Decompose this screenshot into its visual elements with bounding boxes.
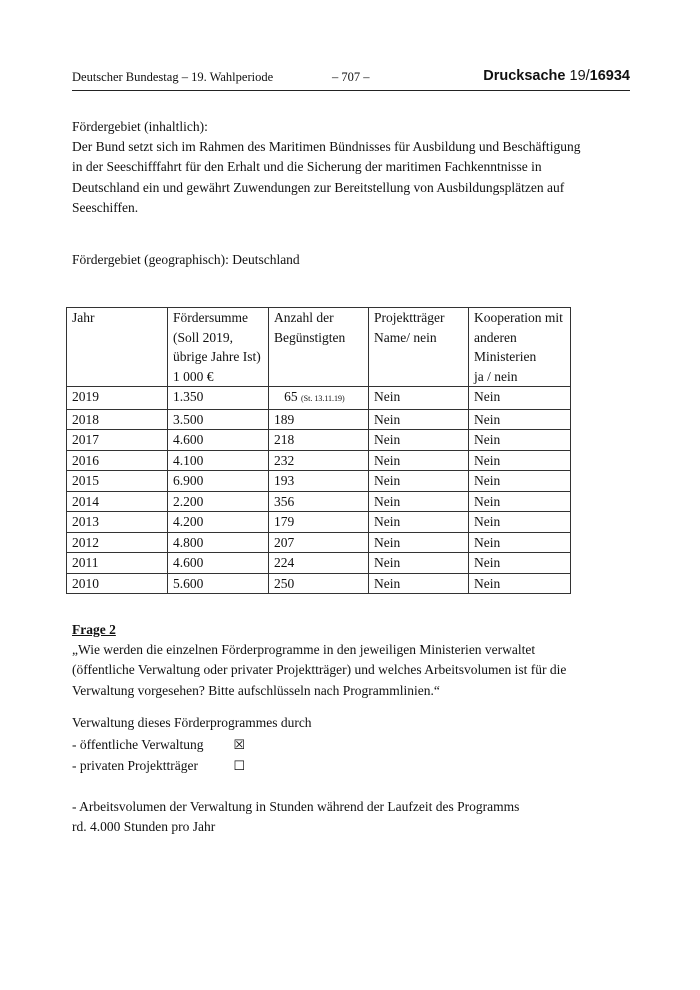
header-line: Projektträger xyxy=(374,310,445,325)
header-line: anderen xyxy=(474,329,517,345)
cell-traeger: Nein xyxy=(369,532,469,553)
cell-koop: Nein xyxy=(469,573,571,594)
table-row xyxy=(67,430,571,451)
paragraph-line: in der Seeschifffahrt für den Erhalt und die Sicherung der maritimen Fachkenntnisse in xyxy=(72,159,542,175)
verwaltung-section xyxy=(72,713,312,778)
cell-summe: 4.600 xyxy=(168,553,269,574)
paragraph-line: Seeschiffen. xyxy=(72,199,139,215)
cell-koop: Nein xyxy=(469,387,571,410)
header-drucksache-label: Drucksache xyxy=(483,68,566,84)
header-drucksache-period: 19/ xyxy=(565,68,590,84)
option-label: - privaten Projektträger xyxy=(72,758,198,774)
cell-traeger: Nein xyxy=(369,471,469,492)
cell-anzahl: 218 xyxy=(269,430,369,451)
cell-summe: 4.200 xyxy=(168,512,269,533)
cell-summe: 4.800 xyxy=(168,532,269,553)
table-row xyxy=(67,471,571,492)
table-row xyxy=(67,450,571,471)
cell-summe: 2.200 xyxy=(168,491,269,512)
cell-jahr: 2014 xyxy=(67,491,168,512)
header-line: ja / nein xyxy=(474,368,518,384)
cell-koop: Nein xyxy=(469,430,571,451)
cell-jahr: 2016 xyxy=(67,450,168,471)
header-line: Begünstigten xyxy=(274,329,346,345)
header-line: Ministerien xyxy=(474,349,537,364)
cell-koop: Nein xyxy=(469,409,571,430)
unchecked-checkbox-icon: ☐ xyxy=(233,759,246,775)
cell-anzahl: 193 xyxy=(269,471,369,492)
arbeitsvolumen-value: rd. 4.000 Stunden pro Jahr xyxy=(72,819,216,835)
arbeitsvolumen-section xyxy=(72,797,519,837)
table-row xyxy=(67,387,571,410)
cell-summe: 1.350 xyxy=(168,387,269,410)
table-header-row xyxy=(67,308,571,387)
question-line: „Wie werden die einzelnen Förderprogramme in den jeweiligen Ministerien verwaltet xyxy=(72,642,536,658)
header-line: 1 000 € xyxy=(173,368,214,384)
cell-anzahl: 232 xyxy=(269,450,369,471)
header-page-number: – 707 – xyxy=(332,70,370,84)
cell-summe: 4.600 xyxy=(168,430,269,451)
cell-traeger: Nein xyxy=(369,430,469,451)
cell-jahr: 2017 xyxy=(67,430,168,451)
cell-traeger: Nein xyxy=(369,512,469,533)
question-line: (öffentliche Verwaltung oder privater Projektträger) und welches Arbeitsvolumen ist für die xyxy=(72,662,567,678)
cell-traeger: Nein xyxy=(369,553,469,574)
cell-anzahl-note: (St. 13.11.19) xyxy=(301,394,345,403)
table-row xyxy=(67,409,571,430)
cell-koop: Nein xyxy=(469,532,571,553)
table-row xyxy=(67,532,571,553)
option-privater-projekttraeger xyxy=(72,756,312,777)
cell-jahr: 2010 xyxy=(67,573,168,594)
cell-anzahl: 189 xyxy=(269,409,369,430)
paragraph-line: Deutschland ein und gewährt Zuwendungen zur Bereitstellung von Ausbildungsplätzen auf xyxy=(72,179,565,195)
cell-anzahl xyxy=(269,387,369,410)
header-kooperation xyxy=(469,308,571,387)
cell-anzahl: 207 xyxy=(269,532,369,553)
cell-jahr: 2012 xyxy=(67,532,168,553)
table-row xyxy=(67,553,571,574)
header-anzahl xyxy=(269,308,369,387)
cell-jahr: 2019 xyxy=(67,387,168,410)
table-row xyxy=(67,491,571,512)
header-line: Jahr xyxy=(72,310,95,325)
header-drucksache-number: 16934 xyxy=(589,68,630,84)
cell-traeger: Nein xyxy=(369,409,469,430)
cell-koop: Nein xyxy=(469,553,571,574)
cell-jahr: 2011 xyxy=(67,553,168,574)
cell-summe: 5.600 xyxy=(168,573,269,594)
cell-koop: Nein xyxy=(469,491,571,512)
cell-anzahl: 250 xyxy=(269,573,369,594)
question-line: Verwaltung vorgesehen? Bitte aufschlüsseln nach Programmlinien.“ xyxy=(72,682,440,698)
header-line: Fördersumme xyxy=(173,310,248,325)
cell-koop: Nein xyxy=(469,471,571,492)
header-line: Name/ nein xyxy=(374,329,437,345)
frage-2-section xyxy=(72,620,566,701)
cell-summe: 4.100 xyxy=(168,450,269,471)
cell-traeger: Nein xyxy=(369,387,469,410)
header-line: übrige Jahre Ist) xyxy=(173,349,261,364)
cell-summe: 6.900 xyxy=(168,471,269,492)
checked-checkbox-icon: ☒ xyxy=(233,738,246,754)
cell-jahr: 2018 xyxy=(67,409,168,430)
option-oeffentliche-verwaltung xyxy=(72,735,312,756)
foerdergebiet-inhaltlich-label: Fördergebiet (inhaltlich): xyxy=(72,119,208,134)
paragraph-line: Der Bund setzt sich im Rahmen des Maritimen Bündnisses für Ausbildung und Beschäftigung xyxy=(72,139,581,155)
header-publication: Deutscher Bundestag – 19. Wahlperiode xyxy=(72,70,274,84)
cell-traeger: Nein xyxy=(369,573,469,594)
header-projekttraeger xyxy=(369,308,469,387)
header-foerdersumme xyxy=(168,308,269,387)
cell-summe: 3.500 xyxy=(168,409,269,430)
cell-koop: Nein xyxy=(469,450,571,471)
header-drucksache xyxy=(483,68,630,84)
arbeitsvolumen-label: - Arbeitsvolumen der Verwaltung in Stunden während der Laufzeit des Programms xyxy=(72,799,520,814)
option-label: - öffentliche Verwaltung xyxy=(72,737,204,753)
cell-traeger: Nein xyxy=(369,491,469,512)
foerder-table xyxy=(66,307,571,594)
cell-jahr: 2015 xyxy=(67,471,168,492)
cell-traeger: Nein xyxy=(369,450,469,471)
table-row xyxy=(67,512,571,533)
cell-koop: Nein xyxy=(469,512,571,533)
cell-anzahl-value: 65 xyxy=(284,389,298,404)
page-header xyxy=(72,66,630,91)
table-row xyxy=(67,573,571,594)
cell-anzahl: 179 xyxy=(269,512,369,533)
header-jahr xyxy=(67,308,168,387)
foerdergebiet-inhaltlich xyxy=(72,117,580,218)
header-line: Kooperation mit xyxy=(474,310,563,325)
verwaltung-label: Verwaltung dieses Förderprogrammes durch xyxy=(72,715,312,730)
cell-anzahl: 356 xyxy=(269,491,369,512)
cell-anzahl: 224 xyxy=(269,553,369,574)
foerdergebiet-geographisch: Fördergebiet (geographisch): Deutschland xyxy=(72,252,300,267)
header-line: (Soll 2019, xyxy=(173,329,234,345)
header-line: Anzahl der xyxy=(274,310,334,325)
cell-jahr: 2013 xyxy=(67,512,168,533)
frage-2-title: Frage 2 xyxy=(72,622,116,637)
